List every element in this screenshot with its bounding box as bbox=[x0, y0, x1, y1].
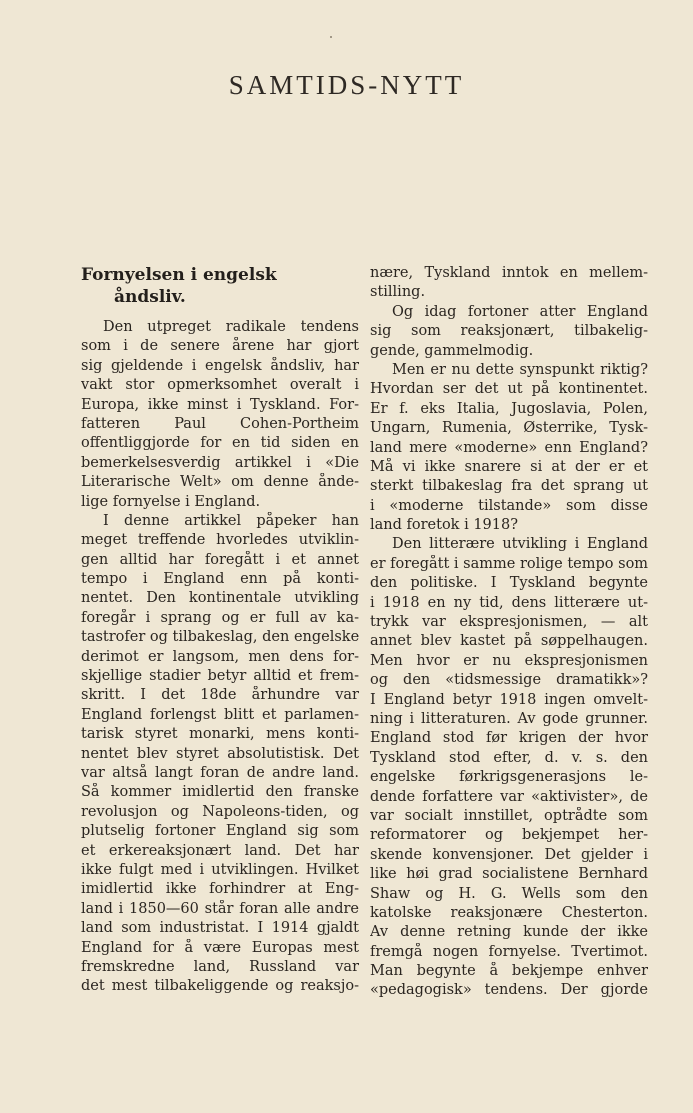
text-line: nentet. Den kontinentale utvikling bbox=[81, 590, 359, 607]
text-line: tastrofer og tilbakeslag, den engelske bbox=[81, 629, 359, 646]
text-line: derimot er langsom, men dens for- bbox=[81, 648, 359, 665]
text-line: Og idag fortoner atter England bbox=[392, 303, 648, 320]
text-line: sterkt tilbakeslag fra det sprang ut bbox=[370, 478, 648, 495]
text-line: og den «tidsmessige dramatikk»? bbox=[370, 672, 648, 689]
text-line: land som industristat. I 1914 gjaldt bbox=[81, 920, 359, 937]
text-line: gende, gammelmodig. bbox=[370, 342, 534, 359]
text-line: fremskredne land, Russland var bbox=[81, 958, 359, 975]
text-line: fremgå nogen fornyelse. Tvertimot. bbox=[370, 943, 648, 960]
text-line: ikke fulgt med i utviklingen. Hvilket bbox=[81, 861, 359, 878]
text-line: Ungarn, Rumenia, Østerrike, Tysk- bbox=[370, 420, 648, 437]
text-line: Tyskland stod efter, d. v. s. den bbox=[370, 749, 648, 766]
text-line: Så kommer imidlertid den franske bbox=[81, 784, 359, 801]
text-line: I England betyr 1918 ingen omvelt- bbox=[370, 691, 648, 708]
text-line: er foregått i samme rolige tempo som bbox=[370, 555, 648, 572]
page-speck bbox=[330, 36, 332, 38]
text-line: skende konvensjoner. Det gjelder i bbox=[370, 846, 648, 863]
text-line: gen alltid har foregått i et annet bbox=[81, 551, 359, 568]
text-line: Den litterære utvikling i England bbox=[392, 536, 648, 553]
text-line: nentet blev styret absolutistisk. Det bbox=[81, 745, 359, 762]
text-line: reformatorer og bekjempet her- bbox=[370, 827, 648, 844]
text-line: land i 1850—60 står foran alle andre bbox=[81, 900, 359, 917]
text-line: i «moderne tilstande» som disse bbox=[370, 497, 648, 514]
text-line: Den utpreget radikale tendens bbox=[103, 319, 359, 335]
text-line: I denne artikkel påpeker han bbox=[103, 512, 359, 529]
text-line: Av denne retning kunde der ikke bbox=[370, 924, 648, 941]
text-line: annet blev kastet på søppelhaugen. bbox=[370, 633, 648, 650]
text-line: Europa, ikke minst i Tyskland. For- bbox=[81, 396, 359, 413]
text-line: ning i litteraturen. Av gode grunner. bbox=[370, 710, 648, 727]
text-line: tarisk styret monarki, mens konti- bbox=[81, 726, 359, 743]
text-line: land mere «moderne» enn England? bbox=[370, 439, 648, 456]
text-line: skjellige stadier betyr alltid et frem- bbox=[81, 668, 359, 685]
page-title: SAMTIDS-NYTT bbox=[228, 70, 465, 100]
text-line: skritt. I det 18de århundre var bbox=[81, 687, 359, 704]
left-column-text bbox=[81, 318, 359, 997]
text-line: engelske førkrigsgenerasjons le- bbox=[370, 769, 648, 786]
text-line: Men hvor er nu ekspresjonismen bbox=[370, 652, 648, 669]
text-line: var altså langt foran de andre land. bbox=[81, 764, 359, 781]
text-line: meget treffende hvorledes utviklin- bbox=[81, 532, 359, 549]
text-line: like høi grad socialistene Bernhard bbox=[370, 866, 648, 883]
text-line: et erkereaksjonært land. Det har bbox=[81, 842, 359, 859]
text-line: Hvordan ser det ut på kontinentet. bbox=[370, 381, 648, 398]
text-line: den politiske. I Tyskland begynte bbox=[370, 575, 648, 592]
article-heading-line: Fornyelsen i engelsk bbox=[81, 265, 277, 285]
right-column-text bbox=[370, 264, 648, 1001]
text-line: Literarische Welt» om denne ånde- bbox=[81, 474, 359, 491]
text-line: fatteren Paul Cohen-Portheim bbox=[81, 415, 359, 432]
article-heading bbox=[81, 264, 359, 308]
text-line: Man begynte å bekjempe enhver bbox=[370, 963, 648, 980]
text-line: trykk var ekspresjonismen, — alt bbox=[370, 614, 648, 631]
text-line: Er f. eks Italia, Jugoslavia, Polen, bbox=[370, 400, 648, 417]
text-line: foregår i sprang og er full av ka- bbox=[81, 609, 359, 626]
text-line: var socialt innstillet, optrådte som bbox=[370, 807, 648, 824]
text-line: lige fornyelse i England. bbox=[81, 493, 261, 510]
text-line: revolusjon og Napoleons-tiden, og bbox=[81, 803, 359, 820]
text-line: i 1918 en ny tid, dens litterære ut- bbox=[370, 594, 648, 611]
text-line: offentliggjorde for en tid siden en bbox=[81, 435, 359, 452]
text-line: imidlertid ikke forhindrer at Eng- bbox=[81, 881, 359, 898]
text-line: stilling. bbox=[370, 284, 426, 301]
text-line: dende forfattere var «aktivister», de bbox=[370, 788, 648, 805]
text-line: det mest tilbakeliggende og reaksjo- bbox=[81, 978, 359, 995]
text-line: bemerkelsesverdig artikkel i «Die bbox=[81, 454, 359, 471]
right-column bbox=[370, 264, 648, 1001]
article-heading-line: åndsliv. bbox=[114, 287, 186, 307]
text-line: land foretok i 1918? bbox=[370, 517, 518, 534]
text-line: «pedagogisk» tendens. Der gjorde bbox=[370, 982, 648, 999]
text-line: Må vi ikke snarere si at der er et bbox=[370, 458, 648, 475]
text-line: sig som reaksjonært, tilbakelig- bbox=[370, 323, 648, 340]
text-line: plutselig fortoner England sig som bbox=[81, 823, 359, 840]
left-column bbox=[81, 264, 359, 997]
text-line: sig gjeldende i engelsk åndsliv, har bbox=[81, 357, 359, 374]
text-line: katolske reaksjonære Chesterton. bbox=[370, 904, 648, 921]
text-line: tempo i England enn på konti- bbox=[81, 571, 359, 588]
text-line: som i de senere årene har gjort bbox=[81, 338, 359, 355]
text-line: England forlengst blitt et parlamen- bbox=[81, 706, 359, 723]
text-line: Men er nu dette synspunkt riktig? bbox=[392, 361, 648, 378]
text-line: England stod før krigen der hvor bbox=[370, 730, 648, 747]
text-line: nære, Tyskland inntok en mellem- bbox=[370, 265, 648, 281]
text-line: vakt stor opmerksomhet overalt i bbox=[81, 377, 359, 394]
text-line: England for å være Europas mest bbox=[81, 939, 359, 956]
text-line: Shaw og H. G. Wells som den bbox=[370, 885, 648, 902]
